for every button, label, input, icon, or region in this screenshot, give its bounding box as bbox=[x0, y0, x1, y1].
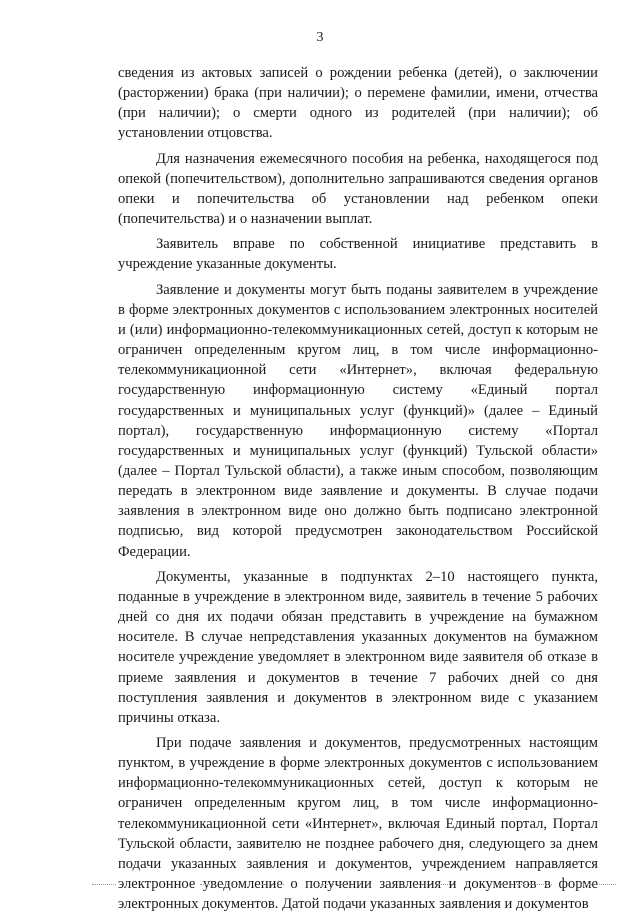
paragraph-civil-records: сведения из актовых записей о рождении ребенка (детей), о заключении (расторжении) брака (при наличии); о перемене фамилии, имени, отчества (при наличии); о смерти одного из родителей (при наличии); об установлении отцовства. bbox=[118, 65, 598, 142]
paragraph-paper-originals: Документы, указанные в подпунктах 2–10 настоящего пункта, поданные в учреждение в электронном виде, заявитель в течение 5 рабочих дней со дня их подачи обязан представить в учреждение на бумажном носителе. В случае непредставления указанных документов на бумажном носителе учреждение уведомляет в электронном виде заявителя об отказе в приеме заявления и документов в течение 7 рабочих дней со дня поступления заявления и документов в электронном виде с указанием причины отказа. bbox=[118, 568, 598, 726]
paragraph-electronic-submission: Заявление и документы могут быть поданы заявителем в учреждение в форме электронных документов с использованием электронных носителей и (или) информационно-телекоммуникационных сетей, доступ к которым не ограничен определенным кругом лиц, в том числе информационно-телекоммуникационной сети «Интернет», включая федеральную государственную информационную систему «Единый портал государственных и муниципальных услуг (функций)» (далее – Единый портал), государственную информационную систему «Портал государственных и муниципальных услуг (функций) Тульской области» (далее – Портал Тульской области), а также иным способом, позволяющим передать в электронном виде заявление и документы. В случае подачи заявления в электронном виде оно должно быть подписано электронной подписью, вид которой предусмотрен законодательством Российской Федерации. bbox=[118, 281, 598, 560]
scan-artifacts bbox=[0, 884, 640, 890]
paragraph-electronic-notification: При подаче заявления и документов, предусмотренных настоящим пунктом, в учреждение в форме электронных документов с использованием информационно-телекоммуникационных сетей, доступ к которым не ограничен определенным кругом лиц, в том числе информационно-телекоммуникационной сети «Интернет», включая Единый портал, Портал Тульской области, заявителю не позднее рабочего дня, следующего за днем подачи указанных заявления и документов, учреждением направляется электронное уведомление о получении заявления и документов в форме электронных документов. Датой подачи указанных заявления и документов bbox=[118, 735, 598, 913]
paragraph-guardianship: Для назначения ежемесячного пособия на ребенка, находящегося под опекой (попечительством), дополнительно запрашиваются сведения органов опеки и попечительства об установлении над ребенком опеки (попечительства) и о назначении выплат. bbox=[118, 150, 598, 228]
document-body bbox=[118, 63, 598, 919]
page-number: 3 bbox=[316, 30, 324, 45]
paragraph-own-initiative: Заявитель вправе по собственной инициативе представить в учреждение указанные документы. bbox=[118, 236, 598, 273]
